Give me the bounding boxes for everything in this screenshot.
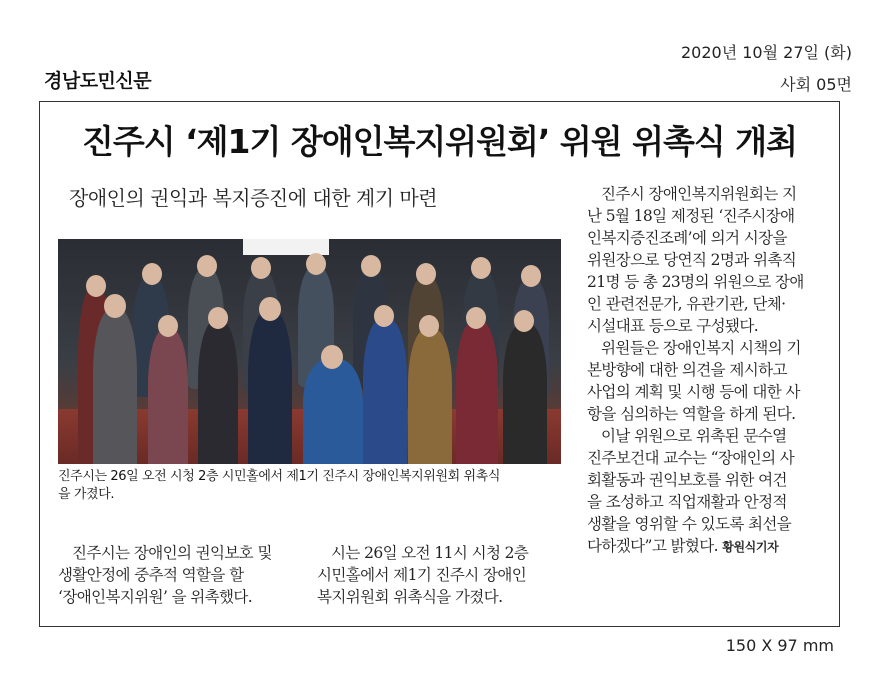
clipping-size: 150 X 97 mm	[725, 636, 834, 655]
caption-line: 진주시는 26일 오전 시청 2층 시민홀에서 제1기 진주시 장애인복지위원회 위촉식	[58, 469, 500, 484]
text-line: 복지위원회 위촉식을 가졌다.	[317, 588, 503, 606]
text-line: 위원들은 장애인복지 시책의 기	[601, 339, 801, 357]
headline: 진주시 ‘제1기 장애인복지위원회’ 위원 위촉식 개최	[81, 122, 798, 161]
text-line: 시민홀에서 제1기 진주시 장애인	[317, 566, 527, 584]
closing-text: 다하겠다”고 밝혔다.	[587, 537, 718, 555]
text-line: 위원장으로 당연직 2명과 위촉직	[587, 251, 797, 269]
text-line: 인복지증진조례’에 의거 시장을	[587, 229, 787, 247]
text-line	[587, 535, 827, 558]
body-column-c	[587, 183, 827, 558]
group-photo	[58, 239, 561, 464]
caption-line: 을 가졌다.	[58, 487, 115, 502]
text-line: 이날 위원으로 위촉된 문수열	[601, 427, 787, 445]
text-line: 사업의 계획 및 시행 등에 대한 사	[587, 383, 800, 401]
text-line: 진주시는 장애인의 권익보호 및	[72, 544, 272, 562]
article-frame	[39, 101, 840, 627]
text-line: 회활동과 권익보호를 위한 여건	[587, 471, 787, 489]
newspaper-logo: 경남도민신문	[44, 70, 152, 92]
text-line: 생활안정에 중추적 역할을 할	[58, 566, 244, 584]
text-line: 본방향에 대한 의견을 제시하고	[587, 361, 787, 379]
byline: 황원식기자	[722, 540, 779, 554]
text-line: 진주시 장애인복지위원회는 지	[601, 185, 797, 203]
text-line: 항을 심의하는 역할을 하게 된다.	[587, 405, 796, 423]
text-line: 진주보건대 교수는 “장애인의 사	[587, 449, 795, 467]
photo-caption	[58, 468, 563, 504]
text-line: 21명 등 총 23명의 위원으로 장애	[587, 273, 804, 291]
body-column-a	[58, 542, 310, 608]
publication-date: 2020년 10월 27일 (화)	[680, 43, 852, 62]
text-line: 을 조성하고 직업재활과 안정적	[587, 493, 787, 511]
text-line: 시는 26일 오전 11시 시청 2층	[331, 544, 529, 562]
text-line: 인 관련전문가, 유관기관, 단체·	[587, 295, 786, 313]
body-column-b	[317, 542, 565, 608]
page-section: 사회 05면	[780, 75, 852, 94]
text-line: 난 5월 18일 제정된 ‘진주시장애	[587, 207, 795, 225]
text-line: 시설대표 등으로 구성됐다.	[587, 317, 759, 335]
subheadline: 장애인의 권익과 복지증진에 대한 계기 마련	[69, 186, 438, 210]
text-line: 생활을 영위할 수 있도록 최선을	[587, 515, 792, 533]
text-line: ‘장애인복지위원’ 을 위촉했다.	[58, 588, 253, 606]
